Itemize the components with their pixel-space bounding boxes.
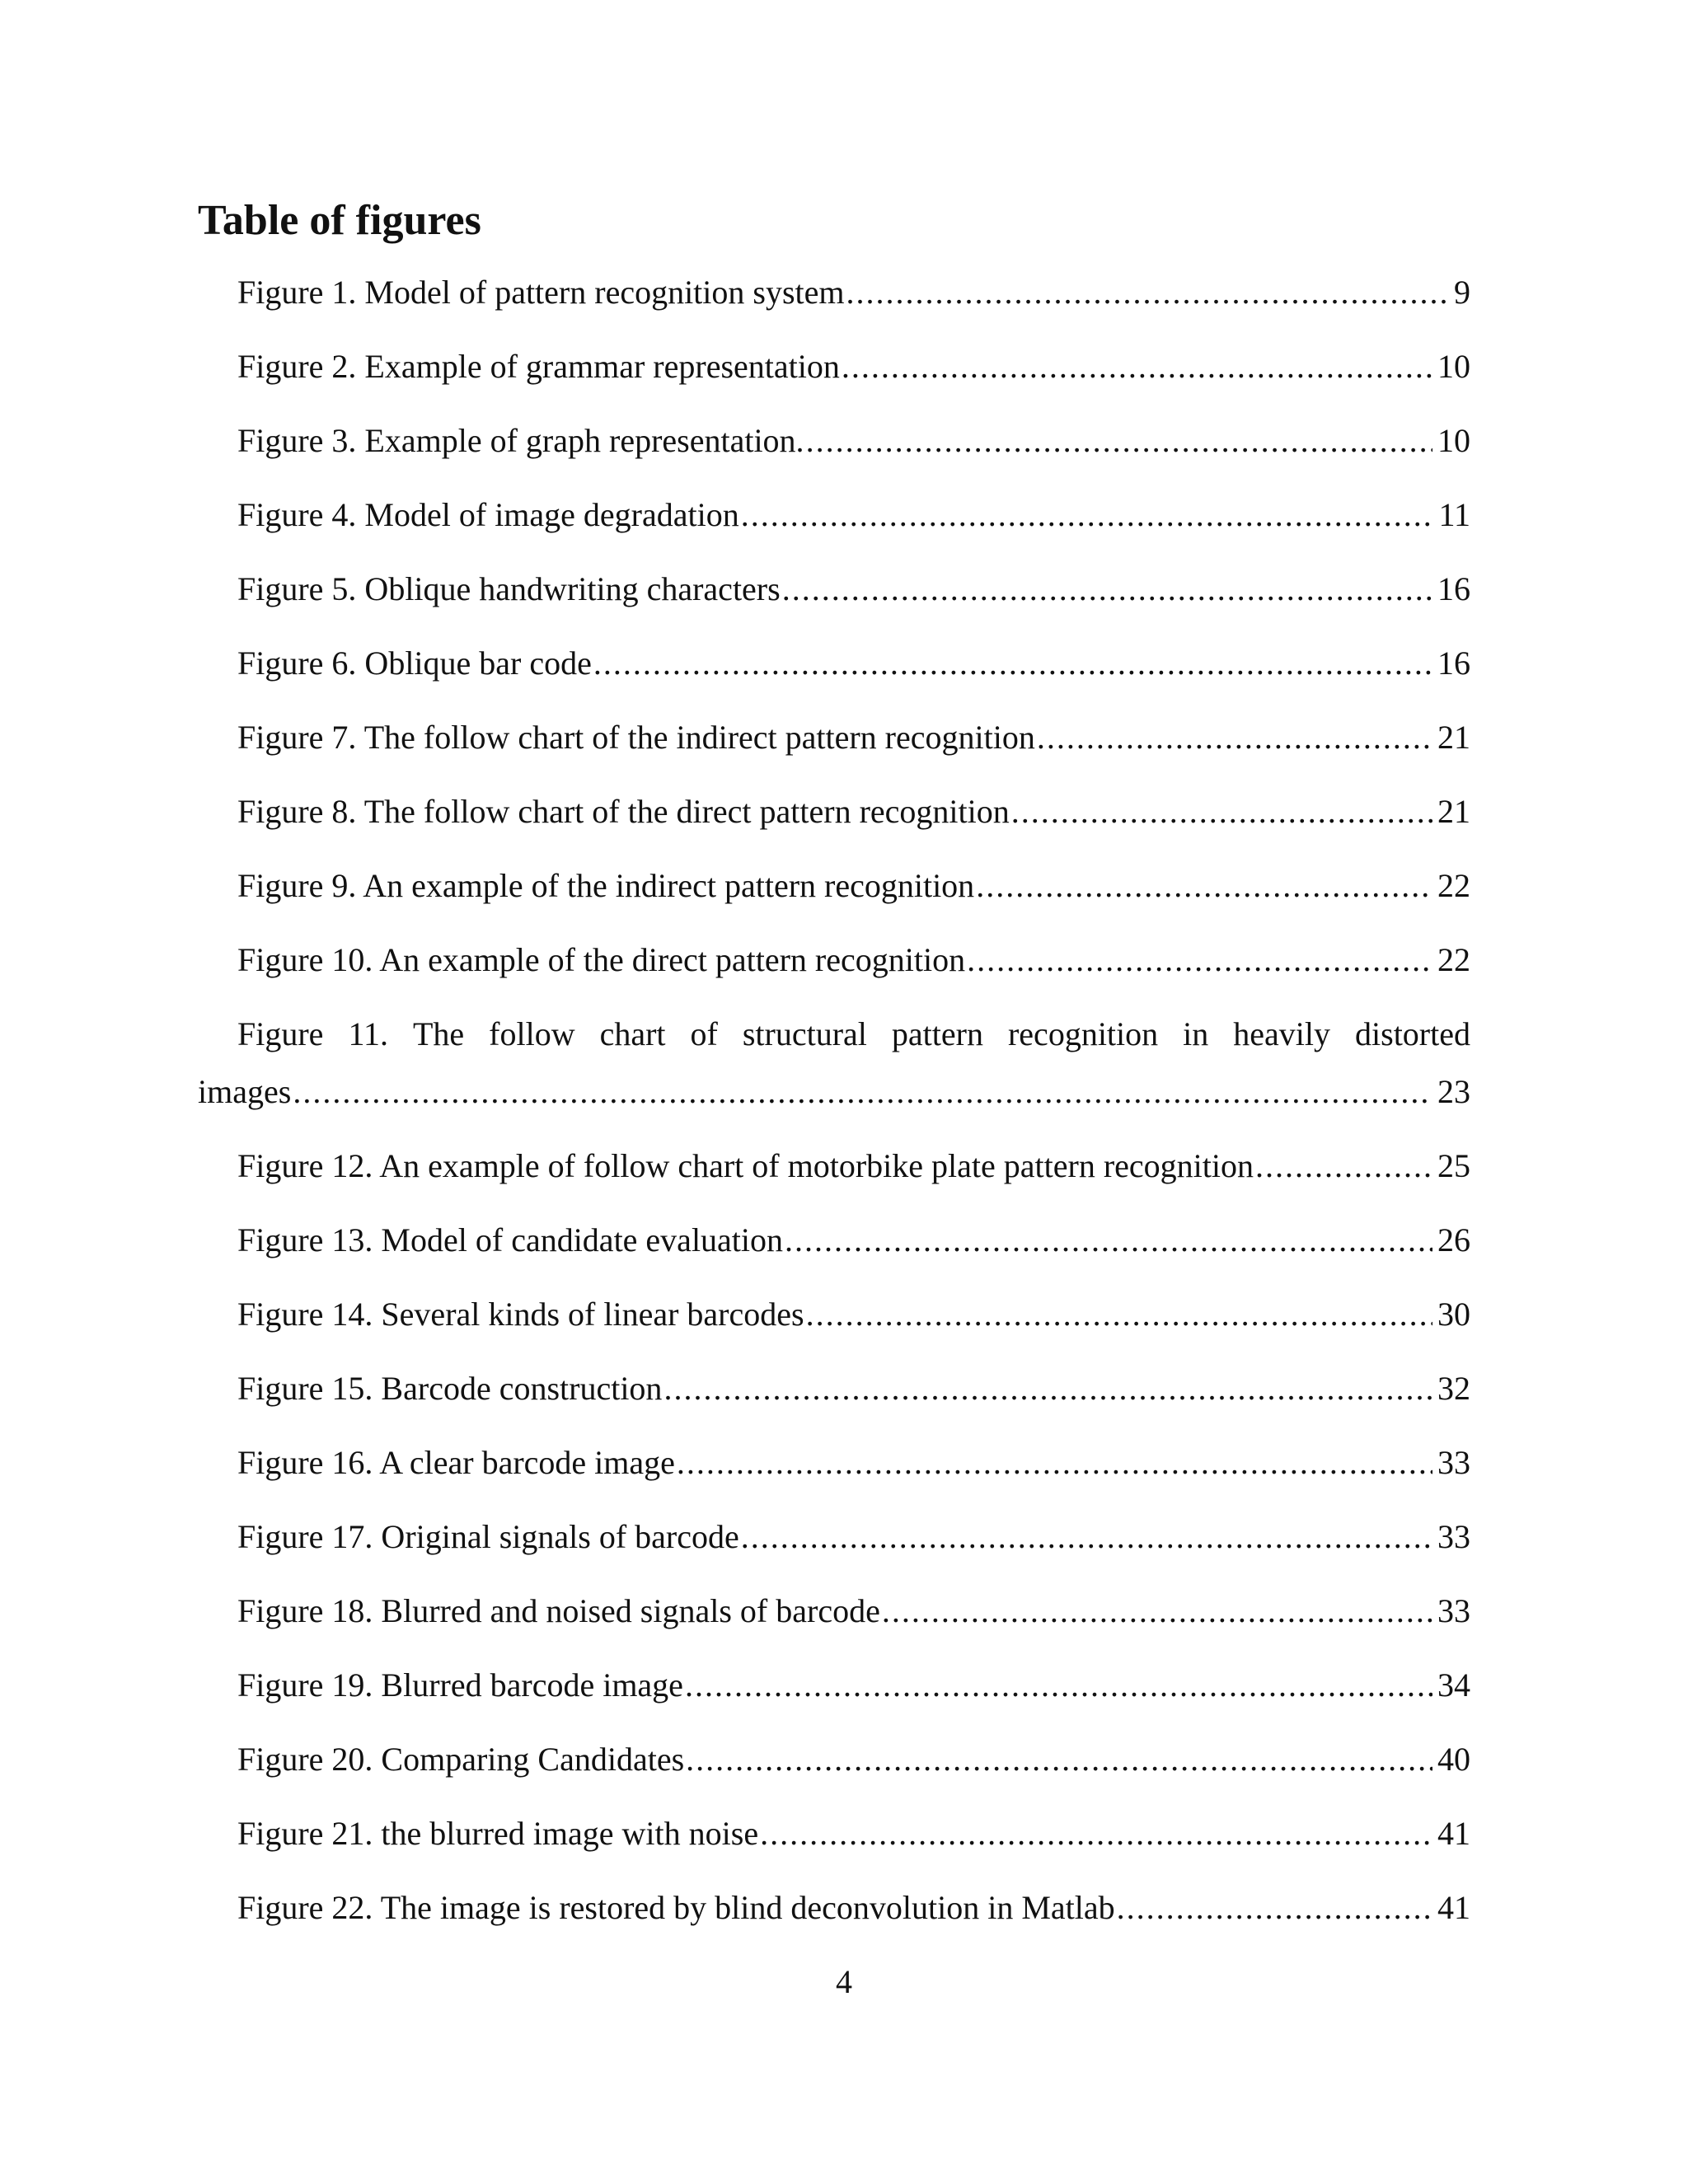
toc-entry-continuation: images bbox=[198, 1073, 292, 1110]
toc-entry-page: 22 bbox=[1437, 867, 1470, 904]
toc-entry-label: Figure 18. Blurred and noised signals of barcode bbox=[237, 1592, 880, 1629]
toc-entry-label: Figure 7. The follow chart of the indirect pattern recognition bbox=[237, 719, 1035, 756]
toc-entry[interactable] bbox=[198, 1813, 1470, 1854]
toc-entry-wrapped[interactable] bbox=[198, 1014, 1470, 1113]
dot-leader bbox=[685, 1665, 1432, 1706]
toc-entry-page: 9 bbox=[1454, 274, 1470, 311]
toc-entry-page: 34 bbox=[1437, 1666, 1470, 1704]
dot-leader bbox=[760, 1813, 1432, 1854]
toc-entry-page: 16 bbox=[1437, 644, 1470, 682]
toc-entry[interactable] bbox=[198, 420, 1470, 462]
toc-entry-page: 21 bbox=[1437, 793, 1470, 830]
word: chart bbox=[599, 1015, 666, 1052]
toc-entry[interactable] bbox=[198, 494, 1470, 536]
dot-leader bbox=[842, 346, 1432, 387]
toc-entry-label: Figure 22. The image is restored by blind deconvolution in Matlab bbox=[237, 1889, 1115, 1926]
toc-entry[interactable] bbox=[198, 1739, 1470, 1780]
toc-entry[interactable] bbox=[198, 1220, 1470, 1261]
toc-entry[interactable] bbox=[198, 643, 1470, 684]
word: in bbox=[1183, 1015, 1209, 1052]
toc-entry-page: 32 bbox=[1437, 1370, 1470, 1407]
toc-entry-page: 16 bbox=[1437, 570, 1470, 607]
toc-entry-label: Figure 3. Example of graph representation. bbox=[237, 422, 804, 459]
toc-entry-page: 22 bbox=[1437, 941, 1470, 978]
toc-entry-label: Figure 2. Example of grammar representation bbox=[237, 348, 840, 385]
toc-entry-label: Figure 13. Model of candidate evaluation bbox=[237, 1221, 784, 1258]
toc-entry-page: 26 bbox=[1437, 1221, 1470, 1258]
toc-entry[interactable] bbox=[198, 865, 1470, 907]
dot-leader bbox=[785, 1220, 1432, 1261]
toc-entry-label: Figure 14. Several kinds of linear barcodes bbox=[237, 1296, 804, 1333]
word: of bbox=[690, 1015, 718, 1052]
toc-entry-label: Figure 21. the blurred image with noise bbox=[237, 1815, 759, 1852]
toc-entry[interactable] bbox=[198, 1442, 1470, 1483]
toc-entry-label: Figure 9. An example of the indirect pattern recognition bbox=[237, 867, 975, 904]
dot-leader bbox=[1255, 1146, 1432, 1187]
page-number: 4 bbox=[836, 1963, 852, 2000]
toc-entry-page: 33 bbox=[1437, 1592, 1470, 1629]
toc-entry[interactable] bbox=[198, 1516, 1470, 1558]
toc-entry[interactable] bbox=[198, 346, 1470, 387]
toc-entry-label: Figure 6. Oblique bar code bbox=[237, 644, 592, 682]
toc-entry[interactable] bbox=[198, 1665, 1470, 1706]
dot-leader bbox=[1037, 717, 1432, 758]
dot-leader bbox=[741, 1516, 1432, 1558]
dot-leader bbox=[1117, 1887, 1432, 1929]
toc-entry[interactable] bbox=[198, 940, 1470, 981]
word: follow bbox=[489, 1015, 575, 1052]
dot-leader bbox=[593, 643, 1432, 684]
dot-leader bbox=[806, 1294, 1432, 1335]
dot-leader bbox=[686, 1739, 1432, 1780]
word: distorted bbox=[1355, 1015, 1470, 1052]
toc-entry[interactable] bbox=[198, 1146, 1470, 1187]
toc-entry[interactable] bbox=[198, 1294, 1470, 1335]
dot-leader bbox=[976, 865, 1432, 907]
word: Figure bbox=[237, 1015, 324, 1052]
toc-entry-page: 11 bbox=[1438, 496, 1470, 533]
toc-entry[interactable] bbox=[198, 717, 1470, 758]
dot-leader bbox=[293, 1071, 1432, 1113]
word: pattern bbox=[891, 1015, 983, 1052]
word: The bbox=[412, 1015, 465, 1052]
toc-entry[interactable] bbox=[198, 1368, 1470, 1409]
toc-entry[interactable] bbox=[198, 272, 1470, 313]
toc-entry[interactable] bbox=[198, 1591, 1470, 1632]
toc-entry-label: Figure 10. An example of the direct pattern recognition bbox=[237, 941, 966, 978]
toc-entry-page: 33 bbox=[1437, 1518, 1470, 1555]
toc-entry-label: Figure 19. Blurred barcode image bbox=[237, 1666, 683, 1704]
word: recognition bbox=[1007, 1015, 1159, 1052]
dot-leader bbox=[1011, 791, 1432, 832]
toc-entry-continuation-line bbox=[198, 1071, 1470, 1113]
toc-entry-page: 21 bbox=[1437, 719, 1470, 756]
toc-entry-label: Figure 12. An example of follow chart of motorbike plate pattern recognition bbox=[237, 1147, 1254, 1184]
toc-entry-label: Figure 8. The follow chart of the direct pattern recognition bbox=[237, 793, 1010, 830]
dot-leader bbox=[741, 494, 1434, 536]
word: heavily bbox=[1233, 1015, 1331, 1052]
toc-entry-label: Figure 1. Model of pattern recognition system bbox=[237, 274, 845, 311]
dot-leader bbox=[782, 569, 1432, 610]
word: 11. bbox=[348, 1015, 388, 1052]
toc-entry-page: 23 bbox=[1437, 1073, 1470, 1110]
toc-entry-page: 41 bbox=[1437, 1815, 1470, 1852]
toc-entry-label: Figure 4. Model of image degradation bbox=[237, 496, 739, 533]
word: structural bbox=[742, 1015, 867, 1052]
toc-entry-page: 33 bbox=[1437, 1444, 1470, 1481]
toc-entry-label: Figure 17. Original signals of barcode bbox=[237, 1518, 739, 1555]
dot-leader bbox=[677, 1442, 1432, 1483]
toc-entry[interactable] bbox=[198, 569, 1470, 610]
toc-entry-label: Figure 15. Barcode construction bbox=[237, 1370, 663, 1407]
toc-entry-label: Figure 5. Oblique handwriting characters bbox=[237, 570, 781, 607]
toc-entry-page: 30 bbox=[1437, 1296, 1470, 1333]
toc-entry-page: 25 bbox=[1437, 1147, 1470, 1184]
dot-leader bbox=[663, 1368, 1432, 1409]
page-title: Table of figures bbox=[198, 197, 481, 244]
toc-entry-page: 40 bbox=[1437, 1741, 1470, 1778]
toc-entry-label: Figure 20. Comparing Candidates bbox=[237, 1741, 685, 1778]
dot-leader bbox=[882, 1591, 1432, 1632]
dot-leader bbox=[967, 940, 1432, 981]
toc-entry[interactable] bbox=[198, 791, 1470, 832]
toc-entry-page: 10 bbox=[1437, 348, 1470, 385]
toc-entry-label-line bbox=[198, 1014, 1470, 1055]
toc-entry-page: 10 bbox=[1437, 422, 1470, 459]
toc-entry[interactable] bbox=[198, 1887, 1470, 1929]
toc-entry-label: Figure 16. A clear barcode image bbox=[237, 1444, 675, 1481]
dot-leader bbox=[806, 420, 1432, 462]
dot-leader bbox=[846, 272, 1449, 313]
toc-entry-page: 41 bbox=[1437, 1889, 1470, 1926]
